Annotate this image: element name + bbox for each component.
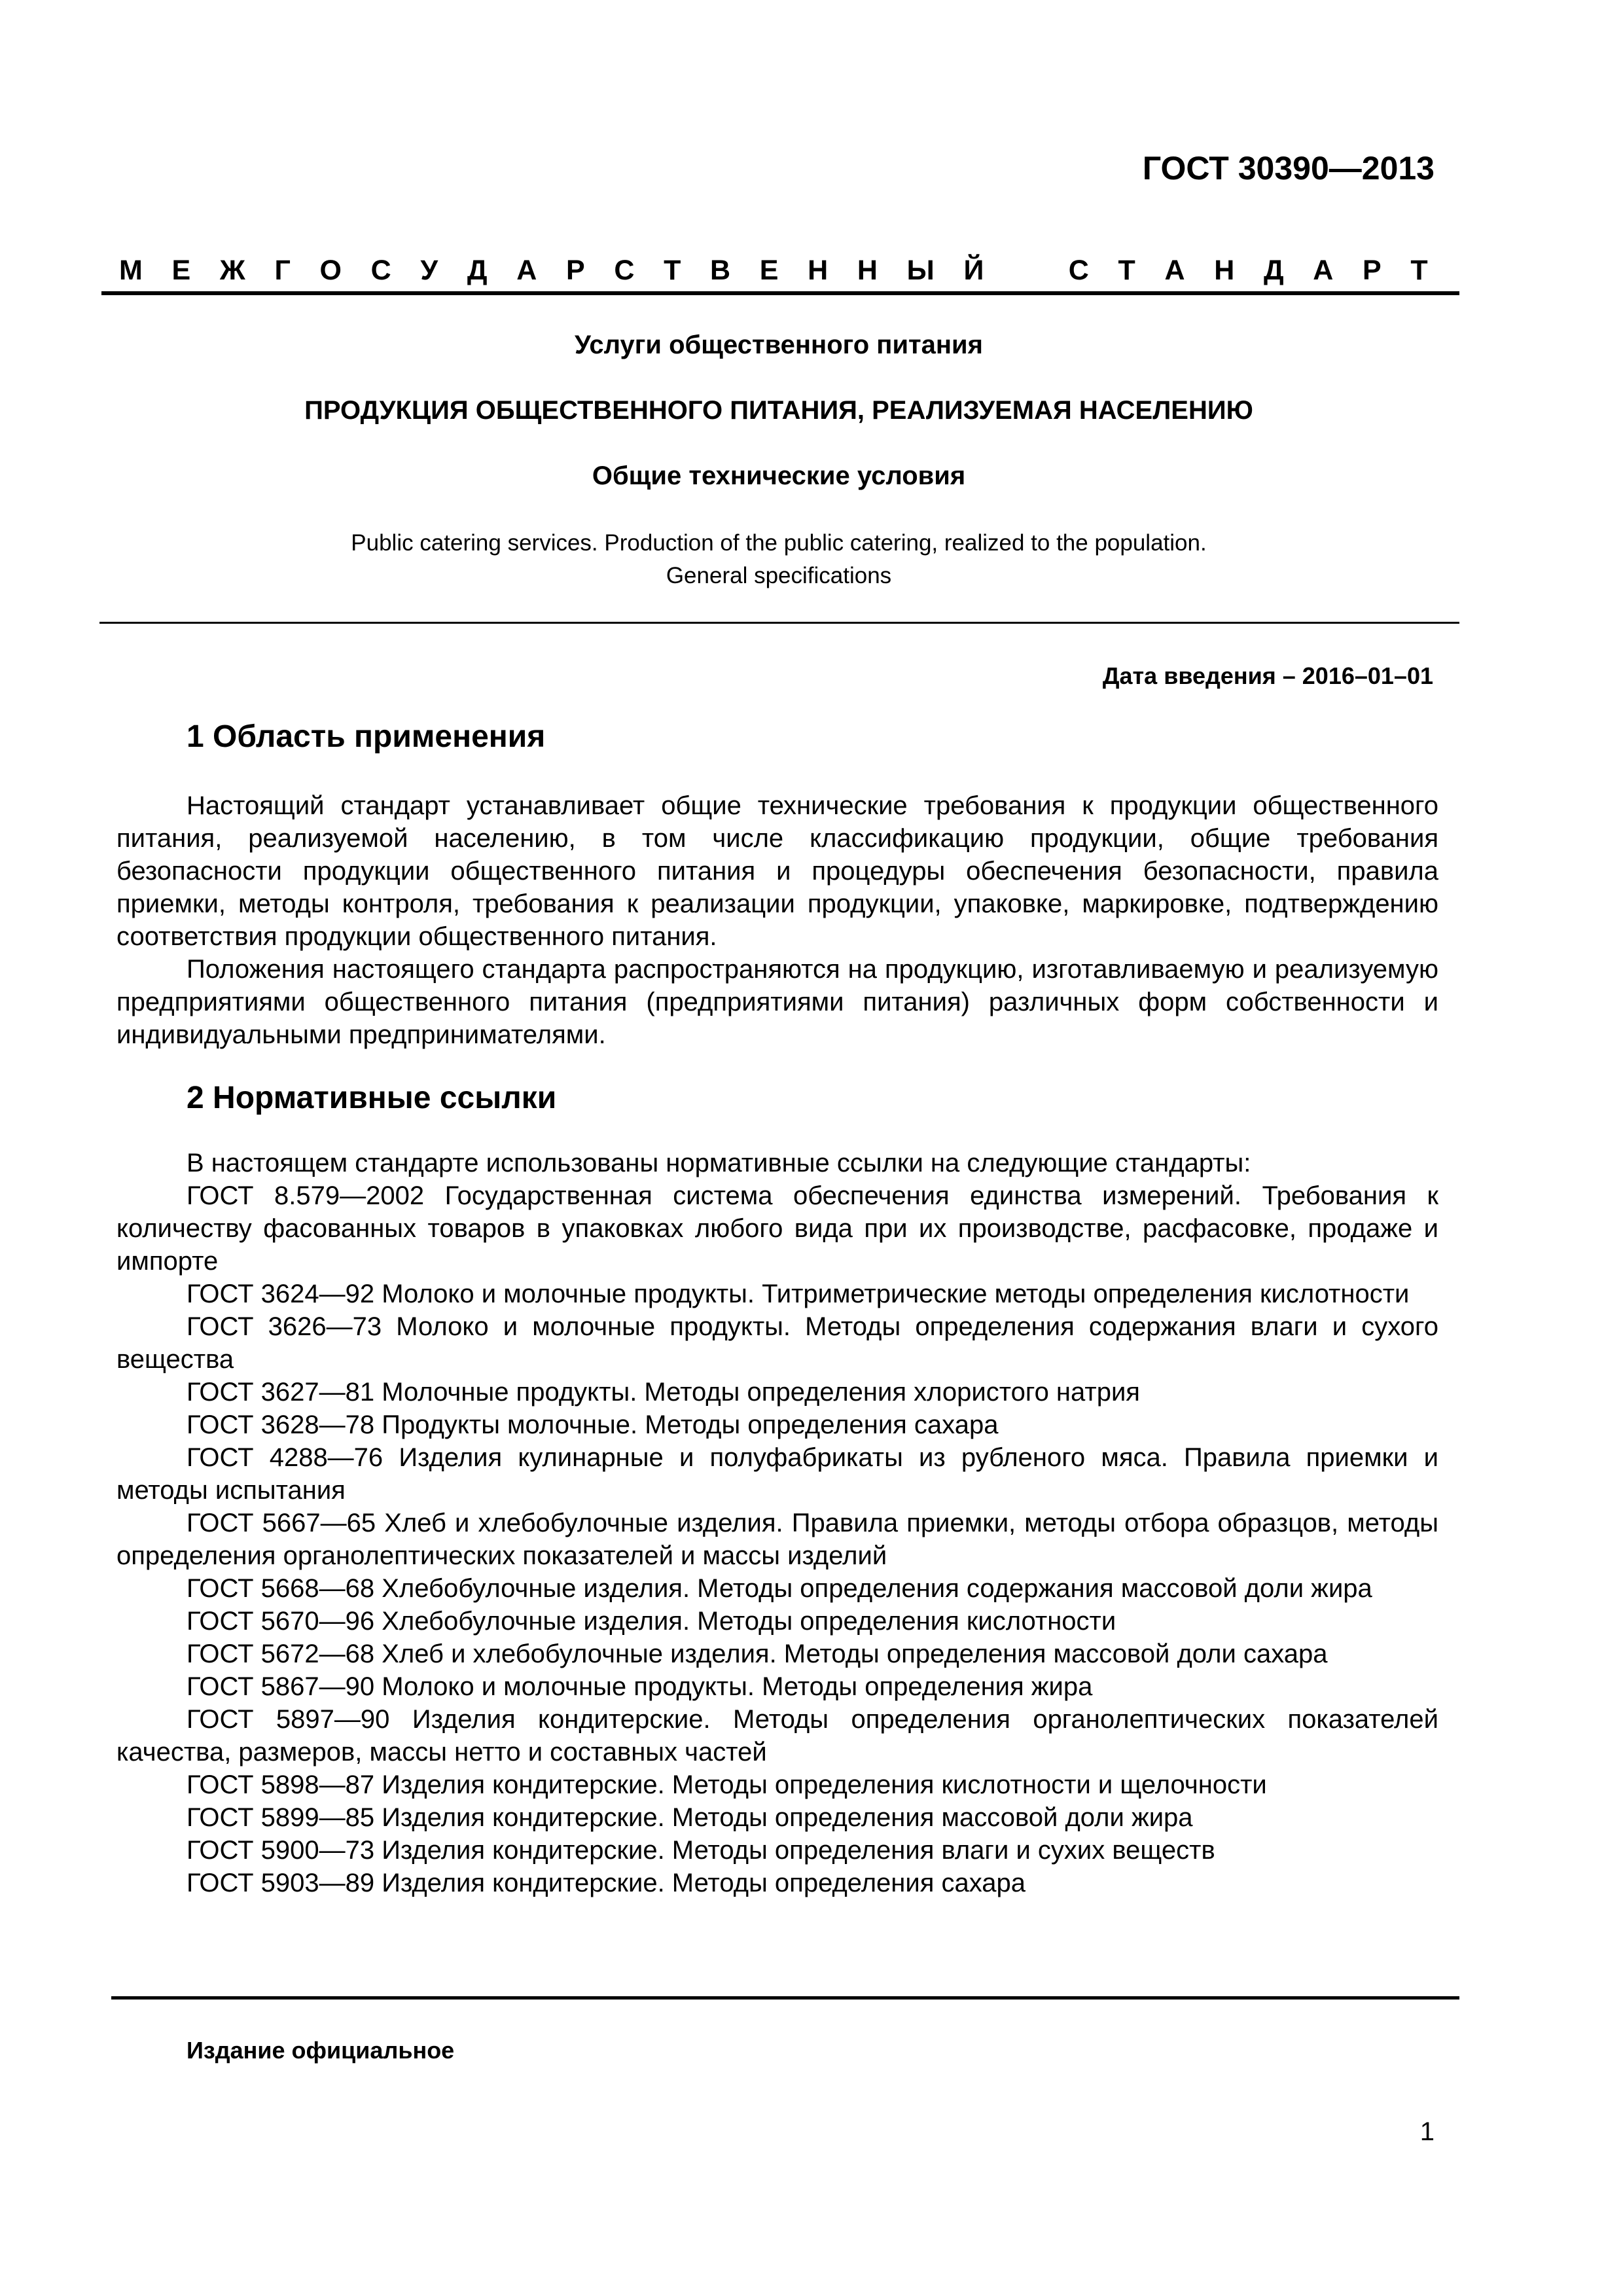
top-divider: [101, 291, 1459, 295]
reference-item: ГОСТ 5867—90 Молоко и молочные продукты. Методы определения жира: [187, 1672, 1093, 1701]
letter: А: [1164, 255, 1185, 286]
letter: Т: [1410, 255, 1428, 286]
letter: Т: [1118, 255, 1135, 286]
section-scope-body: [116, 789, 1438, 1051]
reference-item: ГОСТ 5668—68 Хлебобулочные изделия. Методы определения содержания массовой доли жира: [187, 1574, 1372, 1603]
introduction-date: Дата введения – 2016–01–01: [1102, 662, 1433, 689]
reference-item: ГОСТ 4288—76 Изделия кулинарные и полуфабрикаты из рубленого мяса. Правила приемки и методы испытания: [116, 1443, 1438, 1505]
letter: А: [516, 255, 537, 286]
reference-item: ГОСТ 5898—87 Изделия кондитерские. Методы определения кислотности и щелочности: [187, 1770, 1267, 1799]
letter: Д: [467, 255, 488, 286]
letter: Е: [171, 255, 191, 286]
paragraph: Положения настоящего стандарта распространяются на продукцию, изготавливаемую и реализуемую предприятиями общественного питания (предприятиями питания) различных форм собственности и индивидуальными предпринимателями.: [116, 955, 1438, 1049]
section-heading-scope: 1 Область применения: [187, 719, 546, 754]
letter: Ы: [906, 255, 935, 286]
paragraph: Настоящий стандарт устанавливает общие технические требования к продукции общественного питания, реализуемой населению, в том числе классификацию продукции, общие требования безопасности продукции общественного питания и процедуры обеспечения безопасности, правила приемки, методы контроля, требования к реализации продукции, упаковке, маркировке, подтверждению соответствия продукции общественного питания.: [116, 791, 1438, 951]
letter: В: [710, 255, 731, 286]
reference-item: ГОСТ 3626—73 Молоко и молочные продукты. Методы определения содержания влаги и сухого вещества: [116, 1312, 1438, 1374]
letter: А: [1313, 255, 1334, 286]
letter: С: [614, 255, 635, 286]
letter: Н: [857, 255, 878, 286]
letter: Р: [565, 255, 585, 286]
letter: Ж: [219, 255, 245, 286]
reference-item: ГОСТ 5903—89 Изделия кондитерские. Методы определения сахара: [187, 1869, 1026, 1897]
reference-item: ГОСТ 5900—73 Изделия кондитерские. Методы определения влаги и сухих веществ: [187, 1836, 1215, 1865]
reference-item: ГОСТ 8.579—2002 Государственная система обеспечения единства измерений. Требования к количеству фасованных товаров в упаковках любого вида при их производстве, расфасовке, продаже и импорте: [116, 1181, 1438, 1276]
section-heading-references: 2 Нормативные ссылки: [187, 1081, 557, 1115]
references-intro: В настоящем стандарте использованы нормативные ссылки на следующие стандарты:: [187, 1149, 1251, 1177]
middle-divider: [99, 622, 1459, 624]
interstate-standard-banner: [119, 257, 1428, 285]
english-title-line2: General specifications: [666, 563, 892, 588]
title-subtitle: Общие технические условия: [592, 461, 966, 490]
official-edition-label: Издание официальное: [187, 2037, 455, 2064]
letter: О: [319, 255, 342, 286]
reference-item: ГОСТ 3627—81 Молочные продукты. Методы определения хлористого натрия: [187, 1378, 1140, 1407]
letter: Н: [1214, 255, 1235, 286]
page-number: 1: [1419, 2117, 1435, 2146]
letter: Р: [1363, 255, 1382, 286]
bottom-divider: [111, 1996, 1459, 2000]
letter: Е: [759, 255, 779, 286]
standard-number: ГОСТ 30390—2013: [1142, 150, 1435, 187]
letter: С: [1068, 255, 1089, 286]
reference-item: ГОСТ 5672—68 Хлеб и хлебобулочные изделия. Методы определения массовой доли сахара: [187, 1640, 1328, 1668]
letter: Д: [1263, 255, 1284, 286]
letter: С: [370, 255, 391, 286]
title-services: Услуги общественного питания: [575, 331, 983, 359]
references-list: [116, 1147, 1438, 1899]
reference-item: ГОСТ 5667—65 Хлеб и хлебобулочные изделия. Правила приемки, методы отбора образцов, методы определения органолептических показателей и массы изделий: [116, 1509, 1438, 1570]
reference-item: ГОСТ 5897—90 Изделия кондитерские. Методы определения органолептических показателей качества, размеров, массы нетто и составных частей: [116, 1705, 1438, 1767]
reference-item: ГОСТ 3624—92 Молоко и молочные продукты. Титриметрические методы определения кислотности: [187, 1280, 1410, 1308]
reference-item: ГОСТ 5670—96 Хлебобулочные изделия. Методы определения кислотности: [187, 1607, 1116, 1636]
title-english: [98, 527, 1459, 592]
word-gap: [1013, 257, 1039, 285]
letter: Н: [808, 255, 829, 286]
letter: Й: [963, 255, 984, 286]
reference-item: ГОСТ 5899—85 Изделия кондитерские. Методы определения массовой доли жира: [187, 1803, 1193, 1832]
reference-item: ГОСТ 3628—78 Продукты молочные. Методы определения сахара: [187, 1410, 999, 1439]
letter: М: [119, 255, 143, 286]
letter: Т: [664, 255, 681, 286]
letter: Г: [274, 255, 291, 286]
letter: У: [420, 255, 438, 286]
title-main: ПРОДУКЦИЯ ОБЩЕСТВЕННОГО ПИТАНИЯ, РЕАЛИЗУЕМАЯ НАСЕЛЕНИЮ: [304, 396, 1253, 425]
english-title-line1: Public catering services. Production of the public catering, realized to the population.: [351, 530, 1207, 556]
